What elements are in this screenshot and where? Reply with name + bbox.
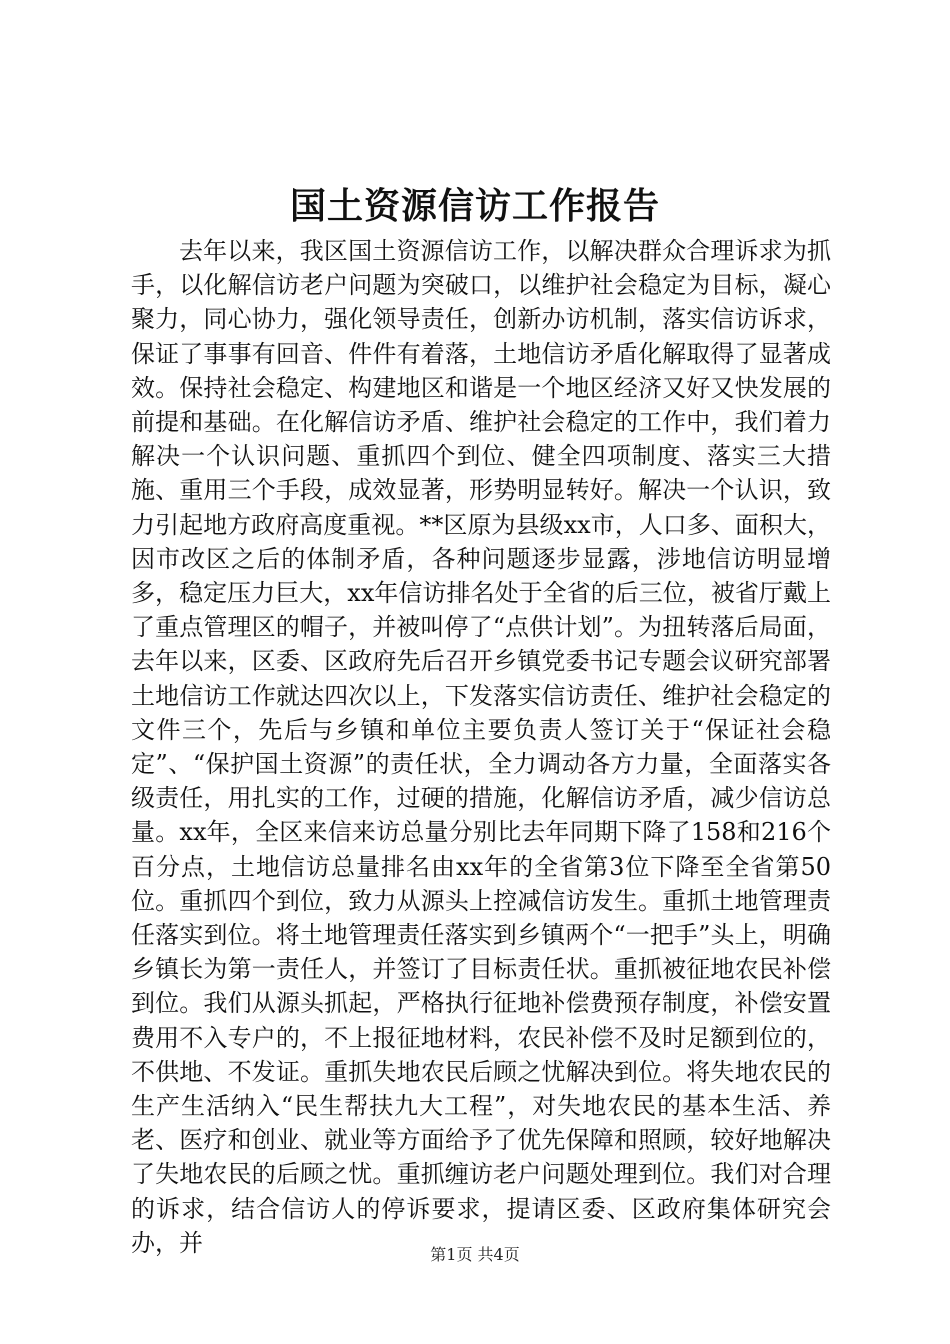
document-title: 国土资源信访工作报告	[289, 185, 660, 227]
page-number-footer: 第1页 共4页	[430, 1245, 520, 1264]
document-body-paragraph: 去年以来，我区国土资源信访工作，以解决群众合理诉求为抓手，以化解信访老户问题为突破口，以维护社会稳定为目标，凝心聚力，同心协力，强化领导责任，创新办访机制，落实信访诉求，保证了事事有回音、件件有着落，土地信访矛盾化解取得了显著成效。保持社会稳定、构建地区和谐是一个地区经济又好又快发展的前提和基础。在化解信访矛盾、维护社会稳定的工作中，我们着力解决一个认识问题、重抓四个到位、健全四项制度、落实三大措施、重用三个手段，成效显著，形势明显转好。解决一个认识，致力引起地方政府高度重视。**区原为县级xx市，人口多、面积大，因市改区之后的体制矛盾，各种问题逐步显露，涉地信访明显增多，稳定压力巨大，xx年信访排名处于全省的后三位，被省厅戴上了重点管理区的帽子，并被叫停了“点供计划”。为扭转落后局面，去年以来，区委、区政府先后召开乡镇党委书记专题会议研究部署土地信访工作就达四次以上，下发落实信访责任、维护社会稳定的文件三个，先后与乡镇和单位主要负责人签订关于“保证社会稳定”、“保护国土资源”的责任状，全力调动各方力量，全面落实各级责任，用扎实的工作，过硬的措施，化解信访矛盾，减少信访总量。xx年，全区来信来访总量分别比去年同期下降了158和216个百分点，土地信访总量排名由xx年的全省第3位下降至全省第50位。重抓四个到位，致力从源头上控减信访发生。重抓土地管理责任落实到位。将土地管理责任落实到乡镇两个“一把手”头上，明确乡镇长为第一责任人，并签订了目标责任状。重抓被征地农民补偿到位。我们从源头抓起，严格执行征地补偿费预存制度，补偿安置费用不入专户的，不上报征地材料，农民补偿不及时足额到位的，不供地、不发证。重抓失地农民后顾之忧解决到位。将失地农民的生产生活纳入“民生帮扶九大工程”，对失地农民的基本生活、养老、医疗和创业、就业等方面给予了优先保障和照顾，较好地解决了失地农民的后顾之忧。重抓缠访老户问题处理到位。我们对合理的诉求，结合信访人的停诉要求，提请区委、区政府集体研究会办，并	[131, 237, 831, 1257]
